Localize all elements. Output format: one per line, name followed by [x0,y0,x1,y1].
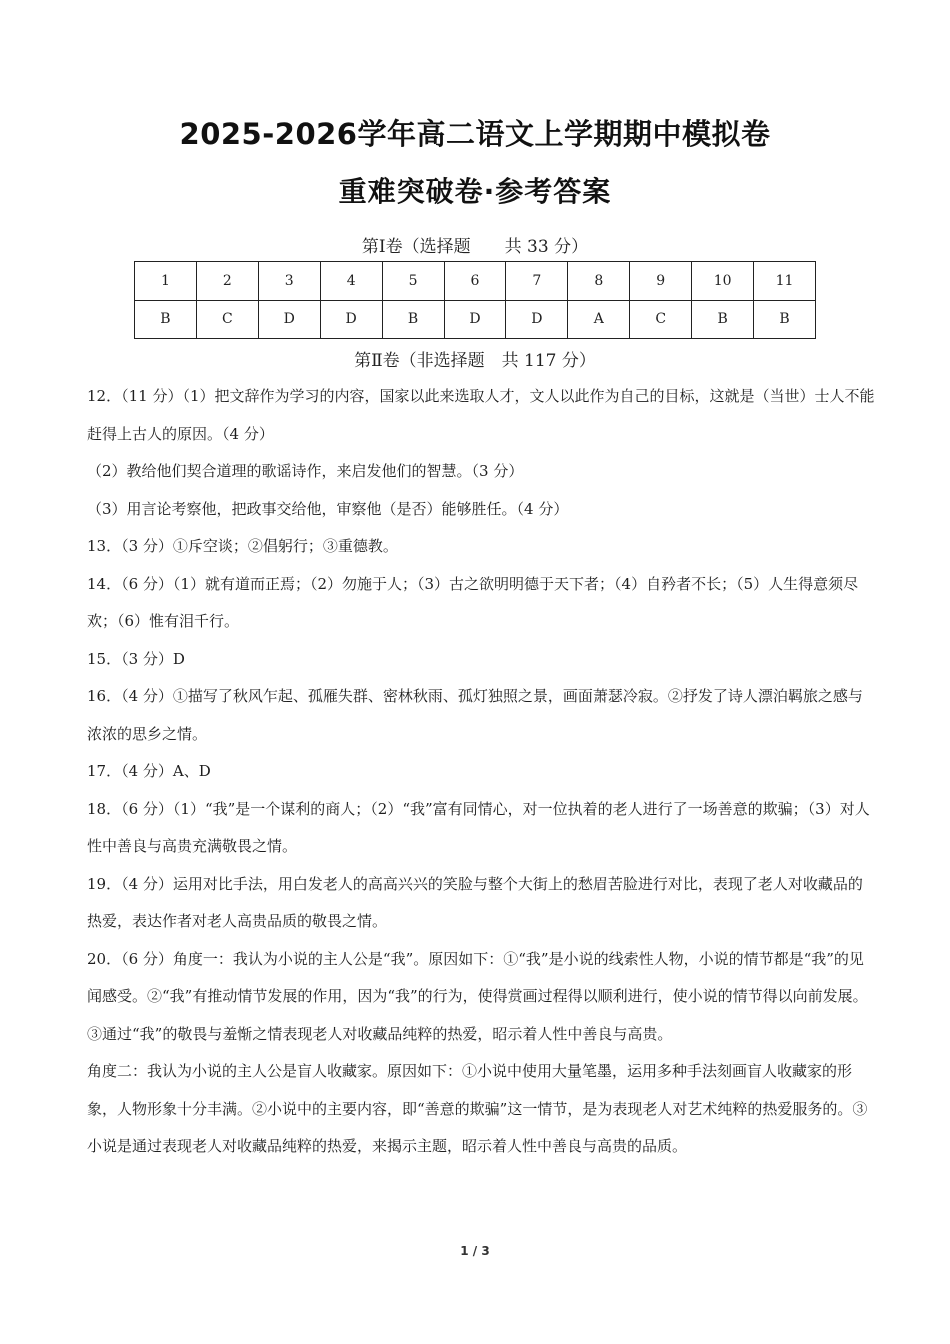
question-number-cell: 11 [754,262,816,301]
answer-cell: B [692,300,754,339]
question-number-cell: 1 [135,262,197,301]
answer-cell: D [320,300,382,339]
answer-table-number-row [135,262,816,301]
section-heading-choice: 第Ⅰ卷（选择题 共 33 分） [361,237,589,257]
document-title: 2025-2026学年高二语文上学期期中模拟卷 [179,117,771,151]
question-number-cell: 2 [196,262,258,301]
answer-table [134,261,816,339]
page-number: 1 / 3 [460,1244,490,1258]
answer-cell: C [196,300,258,339]
question-number-cell: 6 [444,262,506,301]
answer-cell: B [754,300,816,339]
answer-paragraph-q15: 15．（3 分）D [87,649,185,668]
question-number-cell: 10 [692,262,754,301]
answer-paragraph-q19: 19．（4 分）运用对比手法，用白发老人的高高兴兴的笑脸与整个大街上的愁眉苦脸进行对比，表现了老人对收藏品的热爱，表达作者对老人高贵品质的敬畏之情。 [87,874,863,930]
answer-paragraph-q12-3: （3）用言论考察他，把政事交给他，审察他（是否）能够胜任。（4 分） [87,499,569,518]
answer-paragraph-q13: 13．（3 分）①斥空谈；②倡躬行；③重德教。 [87,537,398,555]
answer-paragraph-q16: 16．（4 分）①描写了秋风乍起、孤雁失群、密林秋雨、孤灯独照之景，画面萧瑟冷寂。②抒发了诗人漂泊羁旅之感与浓浓的思乡之情。 [87,687,863,743]
answer-cell: D [444,300,506,339]
answer-paragraph-q12-2: （2）教给他们契合道理的歌谣诗作，来启发他们的智慧。（3 分） [87,462,524,480]
answer-paragraph-q18: 18．（6 分）（1）“我”是一个谋利的商人；（2）“我”富有同情心，对一位执着的老人进行了一场善意的欺骗；（3）对人性中善良与高贵充满敬畏之情。 [87,799,870,855]
answer-cell: D [258,300,320,339]
answer-cell: B [135,300,197,339]
answer-paragraph-q20: 20．（6 分）角度一：我认为小说的主人公是“我”。原因如下：①“我”是小说的线索性人物，小说的情节都是“我”的见闻感受。②“我”有推动情节发展的作用，因为“我”的行为，使得赏画过程得以顺利进行，使小说的情节得以向前发展。③通过“我”的敬畏与羞惭之情表现老人对收藏品纯粹的热爱，昭示着人性中善良与高贵。 [87,949,868,1043]
answer-table-answer-row [135,300,816,339]
document-subtitle: 重难突破卷·参考答案 [338,175,612,208]
answer-cell: A [568,300,630,339]
question-number-cell: 9 [630,262,692,301]
answer-body [87,378,877,1166]
section-heading-non-choice: 第Ⅱ卷（非选择题 共 117 分） [354,351,596,371]
answer-paragraph-q12: 12．（11 分）（1）把文辞作为学习的内容，国家以此来选取人才，文人以此作为自己的目标，这就是（当世）士人不能赶得上古人的原因。（4 分） [87,387,875,443]
question-number-cell: 7 [506,262,568,301]
answer-paragraph-q14: 14．（6 分）（1）就有道而正焉；（2）勿施于人；（3）古之欲明明德于天下者；（4）自矜者不长；（5）人生得意须尽欢；（6）惟有泪千行。 [87,574,859,630]
answer-cell: C [630,300,692,339]
question-number-cell: 3 [258,262,320,301]
question-number-cell: 8 [568,262,630,301]
question-number-cell: 4 [320,262,382,301]
answer-paragraph-q20-angle2: 角度二：我认为小说的主人公是盲人收藏家。原因如下：①小说中使用大量笔墨，运用多种手法刻画盲人收藏家的形象，人物形象十分丰满。②小说中的主要内容，即“善意的欺骗”这一情节，是为表现老人对艺术纯粹的热爱服务的。③小说是通过表现老人对收藏品纯粹的热爱，来揭示主题，昭示着人性中善良与高贵的品质。 [87,1062,868,1155]
answer-paragraph-q17: 17．（4 分）A、D [87,762,211,780]
answer-cell: B [382,300,444,339]
answer-cell: D [506,300,568,339]
question-number-cell: 5 [382,262,444,301]
